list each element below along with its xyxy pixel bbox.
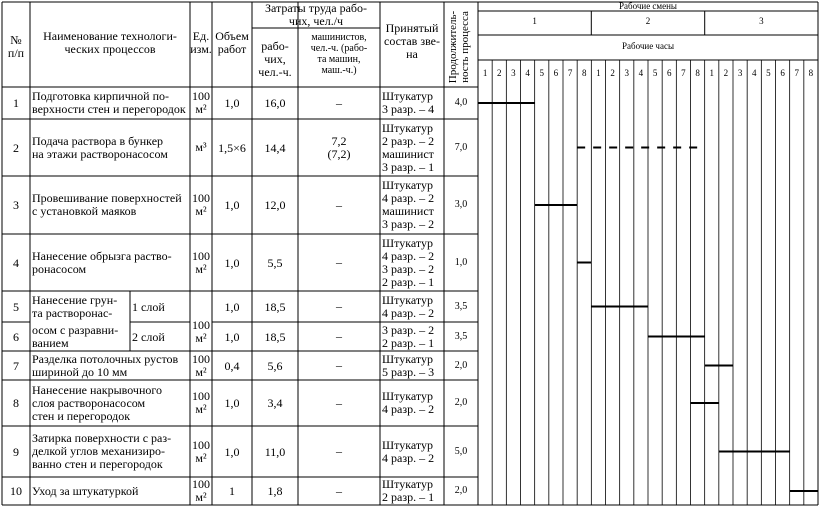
machinist-labor: 7,2 (7,2) (327, 133, 351, 161)
row-number: 2 (13, 140, 19, 155)
machinist-labor: – (336, 395, 342, 410)
row-number: 5 (13, 299, 19, 314)
row-number: 8 (13, 396, 19, 410)
hour-number: 7 (794, 68, 799, 78)
crew-cell: Штукатур 2 разр. – 2 машинист 3 разр. – 1 (382, 120, 435, 174)
unit-cell: м³ (195, 140, 207, 154)
volume-cell: 1,0 (224, 396, 240, 410)
workers-labor: 18,5 (264, 329, 286, 344)
unit-cell: 100 м² (192, 389, 210, 416)
duration-cell: 3,5 (454, 330, 468, 342)
header-workers: рабо- чих, чел.-ч. (258, 39, 292, 79)
hour-number: 4 (525, 68, 530, 78)
machinist-labor: – (336, 95, 342, 110)
machinist-labor: – (336, 444, 342, 458)
workers-labor: 12,0 (264, 198, 286, 212)
volume-cell: 1 (229, 484, 235, 498)
row-number: 4 (13, 255, 19, 270)
hour-number: 3 (511, 68, 516, 78)
hour-number: 8 (808, 68, 814, 78)
shift-number: 2 (645, 16, 651, 26)
hour-number: 7 (567, 68, 573, 78)
crew-cell: Штукатур 5 разр. – 3 (382, 351, 435, 379)
workers-labor: 11,0 (264, 444, 286, 459)
hour-number: 5 (766, 68, 771, 78)
volume-cell: 1,0 (224, 255, 240, 270)
header-shifts: Рабочие смены (619, 1, 677, 11)
hour-number: 2 (610, 68, 615, 78)
duration-cell: 7,0 (454, 141, 468, 153)
duration-cell: 3,5 (454, 300, 468, 312)
machinist-labor: – (336, 255, 342, 269)
header-hours: Рабочие часы (622, 41, 674, 51)
workers-labor: 3,4 (267, 396, 283, 410)
process-name: Нанесение грун- та растворонас- (32, 292, 118, 320)
duration-cell: 3,0 (454, 199, 468, 210)
volume-cell: 1,0 (224, 198, 240, 212)
unit-cell: 100 м² (192, 248, 210, 276)
header-crew: Принятый состав зве- на (384, 21, 440, 61)
row-number: 9 (13, 444, 19, 459)
header-duration: Продолжитель- ность процесса (447, 10, 471, 84)
volume-cell: 0,4 (224, 358, 240, 373)
crew-cell: Штукатур 4 разр. – 2 машинист 3 разр. – 2 (382, 178, 435, 231)
hour-number: 4 (638, 68, 644, 78)
process-name: Провешивание поверхностей с установкой маяков (32, 191, 182, 218)
workers-labor: 14,4 (264, 140, 286, 155)
row-number: 3 (13, 198, 19, 212)
hour-number: 6 (666, 68, 672, 78)
workers-labor: 18,5 (264, 299, 286, 314)
unit-cell: 100 м² (192, 477, 210, 504)
unit-cell-rows-5-6: 100 м² (192, 318, 210, 345)
crew-cell: Штукатур 3 разр. – 4 (382, 89, 435, 116)
process-name: Уход за штукатуркой (32, 483, 139, 498)
machinist-labor: – (336, 197, 342, 212)
hour-number: 3 (737, 68, 743, 78)
volume-cell: 1,0 (224, 299, 240, 314)
hour-number: 4 (751, 68, 757, 78)
unit-cell: 100 м² (192, 437, 210, 465)
duration-cell: 1,0 (454, 256, 468, 268)
process-name: Нанесение обрызга раство- ронасосом (32, 248, 172, 276)
duration-cell: 2,0 (454, 485, 468, 496)
header-process: Наименование технологи- ческих процессов (43, 29, 177, 56)
hour-number: 7 (681, 68, 686, 78)
crew-cell: Штукатур 4 разр. – 2 3 разр. – 2 2 разр. – 1 (382, 235, 435, 289)
crew-cell: Штукатур 2 разр. – 1 (382, 477, 435, 504)
hour-number: 5 (539, 68, 544, 78)
unit-cell: 100 м² (192, 89, 210, 116)
hour-number: 1 (709, 68, 714, 78)
unit-cell: 100 м² (192, 351, 210, 379)
row-number: 10 (10, 484, 22, 498)
header-unit: Ед. изм. (190, 29, 212, 56)
crew-cell: Штукатур 4 разр. – 2 (382, 389, 435, 416)
duration-cell: 2,0 (454, 397, 468, 408)
hour-number: 1 (482, 68, 488, 78)
volume-cell: 1,0 (224, 329, 240, 344)
workers-labor: 16,0 (264, 96, 286, 110)
duration-cell: 2,0 (454, 359, 468, 371)
layer-label: 1 слой (132, 299, 165, 314)
process-name: Разделка потолочных рустов шириной до 10 мм (32, 351, 179, 379)
header-num: № п/п (7, 33, 25, 60)
hour-number: 6 (780, 68, 785, 78)
shift-number: 1 (532, 16, 537, 26)
hour-number: 3 (624, 68, 629, 78)
workers-labor: 5,6 (267, 358, 283, 373)
hour-number: 8 (581, 68, 587, 78)
header-machinists: машинистов, чел.-ч. (рабо- та машин, маш.-ч.) (310, 32, 368, 76)
volume-cell: 1,0 (224, 96, 240, 110)
hour-number: 2 (496, 68, 502, 78)
workers-labor: 1,8 (267, 484, 283, 498)
hour-number: 5 (652, 68, 658, 78)
volume-cell: 1,5×6 (218, 140, 246, 155)
volume-cell: 1,0 (224, 444, 240, 459)
hour-number: 2 (723, 68, 729, 78)
layer-label: 2 слой (132, 329, 165, 344)
machinist-labor: – (336, 329, 342, 343)
duration-cell: 4,0 (454, 97, 468, 108)
crew-cell: Штукатур 4 разр. – 2 (382, 437, 435, 465)
machinist-labor: – (336, 483, 342, 498)
hour-number: 1 (596, 68, 601, 78)
crew-cell: Штукатур 4 разр. – 2 (382, 292, 435, 320)
machinist-labor: – (336, 299, 342, 313)
machinist-labor: – (336, 358, 342, 372)
crew-cell: 3 разр. – 2 2 разр. – 1 (382, 322, 435, 350)
duration-cell: 5,0 (454, 445, 468, 457)
unit-cell: 100 м² (192, 191, 210, 218)
hour-number: 6 (553, 68, 559, 78)
row-number: 7 (13, 358, 19, 373)
row-number: 1 (13, 96, 19, 110)
row-number: 6 (13, 329, 19, 344)
process-name: Нанесение накрывочного слоя растворонасосом стен и перегородок (32, 382, 163, 423)
hour-number: 8 (695, 68, 700, 78)
workers-labor: 5,5 (267, 255, 283, 270)
process-name: осом с разравни- ванием (32, 322, 119, 350)
process-name: Подготовка кирпичной по- верхности стен и перегородок (32, 89, 186, 116)
header-volume: Объем работ (215, 29, 249, 56)
header-labor: Затраты труда рабо- чих, чел./ч (264, 1, 368, 28)
process-name: Подача раствора в бункер на этажи растворонасосом (32, 133, 168, 161)
shift-number: 3 (759, 16, 764, 26)
process-name: Затирка поверхности с раз- делкой углов механизиро- ванно стен и перегородок (32, 431, 172, 471)
